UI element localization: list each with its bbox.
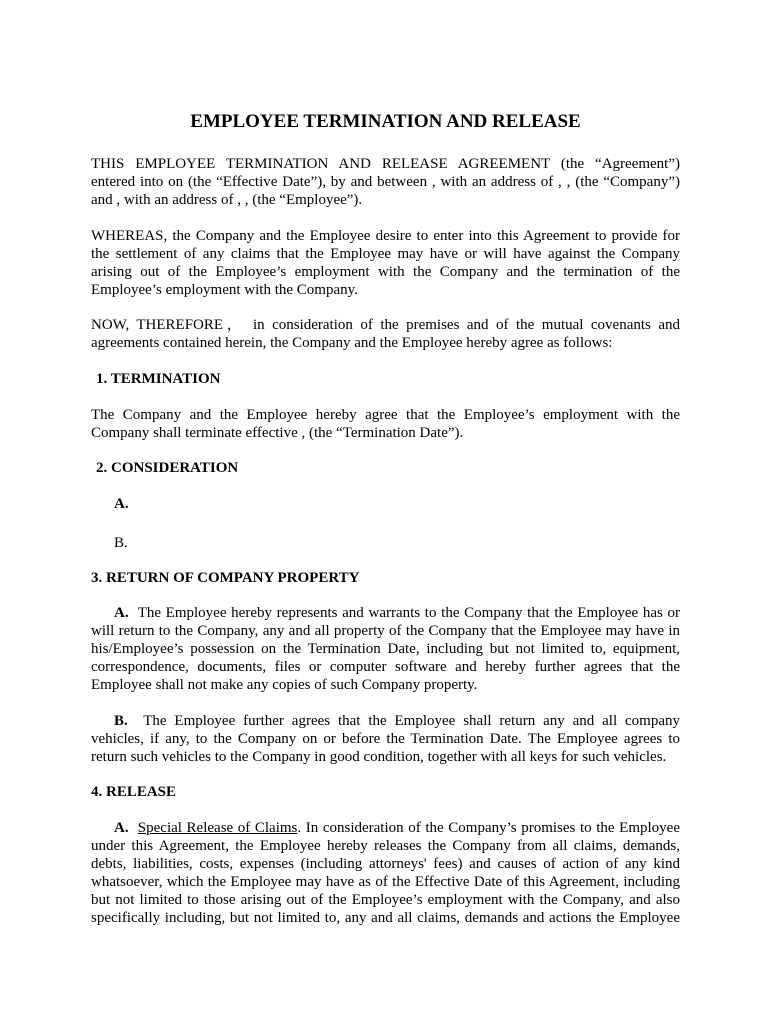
now-therefore-line: NOW, THEREFORE， in consideration of the premises and of the mutual covenants and [91, 317, 680, 333]
release-a-line: but not limited to those arising out of the Employee’s employment with the Company, and also [91, 892, 680, 908]
release-a-line [91, 819, 680, 837]
now-therefore-line: agreements contained herein, the Company and the Employee hereby agree as follows: [91, 335, 613, 351]
return-property-b-line: vehicles, if any, to the Company on or before the Termination Date. The Employee agrees to [91, 731, 680, 747]
item-a-label: A. [114, 605, 129, 621]
return-property-a-line: Employee shall not make any copies of such Company property. [91, 677, 478, 693]
whereas-line: Employee’s employment with the Company. [91, 282, 358, 298]
return-property-a-line: will return to the Company, any and all property of the Company that the Employee may have in [91, 623, 680, 639]
return-property-b-text: The Employee further agrees that the Employee shall return any and all company [143, 713, 680, 729]
return-property-a-text: The Employee hereby represents and warrants to the Company that the Employee has or [137, 605, 680, 621]
return-property-a-line [91, 604, 680, 622]
section-2-heading: 2. CONSIDERATION [96, 460, 239, 476]
return-property-a-line: his/Employee’s possession on the Termination Date, including but not limited to, equipment, [91, 641, 680, 657]
termination-paragraph [91, 406, 680, 442]
section-3-heading: 3. RETURN OF COMPANY PROPERTY [91, 570, 360, 586]
return-property-b-line: return such vehicles to the Company in good condition, together with all keys for such vehicles. [91, 749, 667, 765]
termination-line: The Company and the Employee hereby agree that the Employee’s employment with the [91, 407, 680, 423]
item-b-label: B. [114, 713, 128, 729]
return-property-b-paragraph [91, 712, 680, 766]
section-4-heading: 4. RELEASE [91, 784, 177, 800]
return-property-b-line [91, 712, 680, 730]
intro-line: entered into on (the “Effective Date”), by and between , with an address of , , (the “Company”) [91, 174, 680, 190]
consideration-item-b: B. [114, 535, 128, 551]
whereas-line: arising out of the Employee’s employment with the Company and the termination of the [91, 264, 680, 280]
release-a-first-text: . In consideration of the Company’s promises to the Employee [297, 820, 680, 836]
now-therefore-paragraph [91, 316, 680, 352]
whereas-line: the settlement of any claims that the Employee may have or will have against the Company [91, 246, 680, 262]
document-title: EMPLOYEE TERMINATION AND RELEASE [190, 111, 581, 132]
release-a-line: specifically including, but not limited to, any and all claims, demands and actions the Employee [91, 910, 680, 926]
release-a-line: whatsoever, which the Employee may have as of the Effective Date of this Agreement, including [91, 874, 680, 890]
intro-line: THIS EMPLOYEE TERMINATION AND RELEASE AGREEMENT (the “Agreement”) [91, 156, 680, 172]
consideration-item-a: A. [114, 496, 129, 512]
release-item-a-label: A. [114, 820, 129, 836]
special-release-subtitle: Special Release of Claims [137, 820, 298, 836]
return-property-a-paragraph [91, 604, 680, 694]
release-a-line: under this Agreement, the Employee hereby releases the Company from all claims, demands, [91, 838, 680, 854]
intro-line: and , with an address of , , (the “Employee”). [91, 192, 363, 208]
release-a-paragraph [91, 819, 680, 927]
termination-line: Company shall terminate effective , (the “Termination Date”). [91, 425, 464, 441]
section-1-heading: 1. TERMINATION [96, 371, 221, 387]
whereas-line: WHEREAS, the Company and the Employee desire to enter into this Agreement to provide for [91, 228, 680, 244]
whereas-paragraph [91, 227, 680, 299]
return-property-a-line: correspondence, documents, files or computer software and hereby further agrees that the [91, 659, 680, 675]
intro-paragraph [91, 155, 680, 209]
release-a-line: debts, liabilities, costs, expenses (including attorneys' fees) and causes of action of any kind [91, 856, 680, 872]
